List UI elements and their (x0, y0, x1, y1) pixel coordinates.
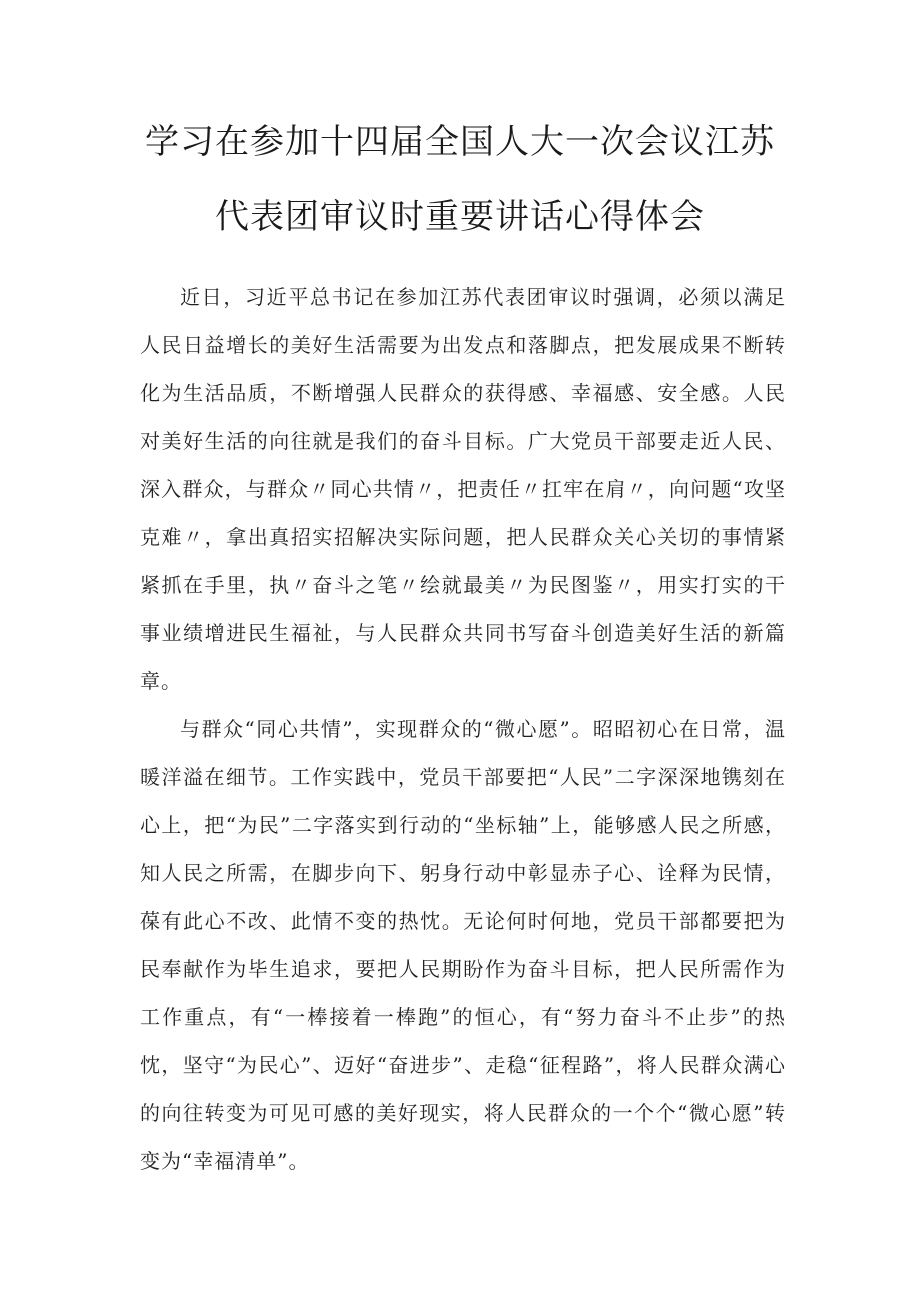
document-title-line-2: 代表团审议时重要讲话心得体会 (215, 197, 705, 237)
document-title-line-1: 学习在参加十四届全国人大一次会议江苏 (145, 122, 775, 162)
body-paragraph-1: 近日，习近平总书记在参加江苏代表团审议时强调，必须以满足人民日益增长的美好生活需要为出发点和落脚点，把发展成果不断转化为生活品质，不断增强人民群众的获得感、幸福感、安全感。人民对美好生活的向往就是我们的奋斗目标。广大党员干部要走近人民、深入群众，与群众〃同心共情〃，把责任〃扛牢在肩〃，向问题“攻坚克难〃，拿出真招实招解决实际问题，把人民群众关心关切的事情紧紧抓在手里，执〃奋斗之笔〃绘就最美〃为民图鉴〃，用实打实的干事业绩增进民生福祉，与人民群众共同书写奋斗创造美好生活的新篇章。 (140, 285, 786, 693)
body-paragraph-2: 与群众“同心共情”，实现群众的“微心愿”。昭昭初心在日常，温暖洋溢在细节。工作实践中，党员干部要把“人民”二字深深地镌刻在心上，把“为民”二字落实到行动的“坐标轴”上，能够感人民之所感，知人民之所需，在脚步向下、躬身行动中彰显赤子心、诠释为民情，葆有此心不改、此情不变的热忱。无论何时何地，党员干部都要把为民奉献作为毕生追求，要把人民期盼作为奋斗目标，把人民所需作为工作重点，有“一棒接着一棒跑”的恒心，有“努力奋斗不止步”的热忱，坚守“为民心”、迈好“奋进步”、走稳“征程路”，将人民群众满心的向往转变为可见可感的美好现实，将人民群众的一个个“微心愿”转变为“幸福清单”。 (140, 717, 786, 1173)
